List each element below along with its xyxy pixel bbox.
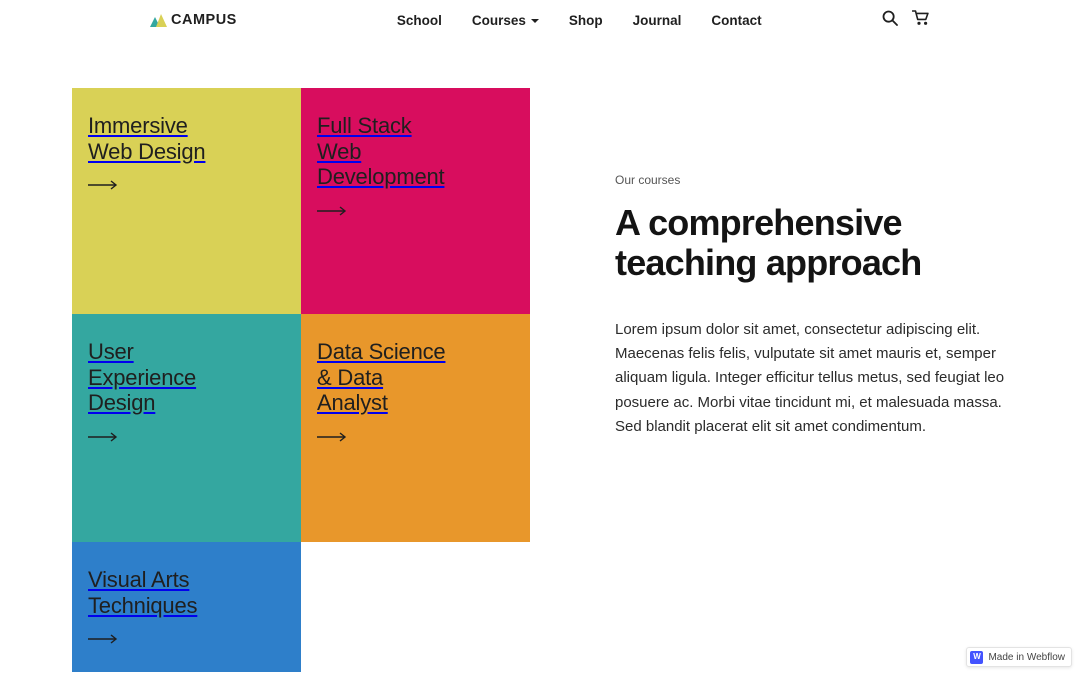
course-tile-grid	[72, 88, 530, 672]
course-tile-user-experience-design[interactable]	[72, 314, 301, 542]
brand-name: CAMPUS	[171, 12, 237, 28]
header-actions	[882, 10, 930, 26]
arrow-right-icon	[88, 429, 301, 447]
nav-item-courses[interactable]	[472, 13, 539, 28]
nav-item-label: Shop	[568, 12, 603, 28]
webflow-logo-icon: W	[970, 651, 983, 664]
course-tile-title: Data Science & Data Analyst	[317, 339, 446, 416]
arrow-right-icon	[88, 631, 301, 649]
arrow-right-icon	[88, 177, 301, 195]
nav-item-contact[interactable]	[711, 13, 761, 28]
section-paragraph: Lorem ipsum dolor sit amet, consectetur adipiscing elit. Maecenas felis felis, vulputate sit amet mauris et, semper aliquam ligula. Integer efficitur tellus metus, sed feugiat leo posuere ac. Morbi vitae tincidunt mi, et malesuada massa. Sed blandit placerat elit sit amet condimentum.	[615, 320, 1005, 435]
arrow-right-icon	[317, 203, 530, 221]
chevron-down-icon	[531, 19, 539, 23]
course-tile-title: User Experience Design	[88, 339, 197, 416]
page-title: A comprehensive teaching approach	[615, 202, 922, 284]
cart-icon[interactable]	[912, 10, 930, 26]
search-icon[interactable]	[882, 10, 898, 26]
nav-item-label: School	[396, 12, 442, 28]
course-tile-title: Immersive Web Design	[88, 113, 206, 164]
nav-item-shop[interactable]	[569, 13, 603, 28]
nav-item-label: Journal	[632, 12, 682, 28]
course-tile-title: Visual Arts Techniques	[88, 567, 198, 618]
courses-intro-section	[615, 88, 1015, 672]
nav-item-label: Contact	[711, 12, 762, 28]
course-tile-immersive-web-design[interactable]	[72, 88, 301, 314]
nav-item-journal[interactable]	[633, 13, 682, 28]
course-tile-full-stack-web-development[interactable]	[301, 88, 530, 314]
course-tile-data-science-and-data-analyst[interactable]	[301, 314, 530, 542]
arrow-right-icon	[317, 429, 530, 447]
course-tile-visual-arts-techniques[interactable]	[72, 542, 301, 672]
main-nav	[397, 13, 762, 28]
made-in-webflow-label: Made in Webflow	[988, 651, 1065, 663]
grid-spacer	[301, 542, 530, 672]
nav-item-label: Courses	[471, 12, 526, 28]
page-body	[0, 40, 1080, 672]
site-header	[0, 0, 1080, 40]
brand-logo[interactable]	[150, 12, 237, 28]
triangle-logo-icon	[150, 14, 168, 27]
made-in-webflow-badge[interactable]	[966, 647, 1072, 667]
course-tile-title: Full Stack Web Development	[317, 113, 445, 190]
section-eyebrow: Our courses	[615, 173, 681, 187]
nav-item-school[interactable]	[397, 13, 442, 28]
